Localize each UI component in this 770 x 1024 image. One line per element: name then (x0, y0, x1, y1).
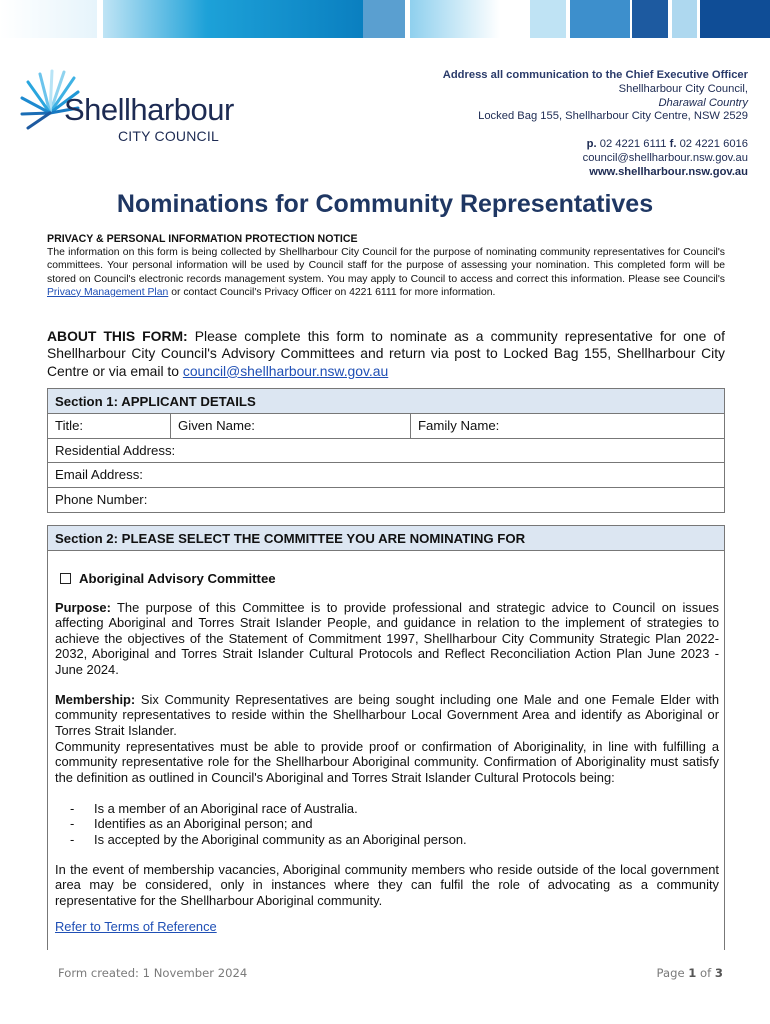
email-address-field[interactable] (48, 463, 724, 488)
address-line-3: Locked Bag 155, Shellharbour City Centre, NSW 2529 (478, 110, 748, 123)
header-banner (0, 0, 770, 38)
terms-of-reference-link[interactable]: Refer to Terms of Reference (55, 919, 217, 934)
about-text: Please complete this form to nominate as a community representative for one of Shellharbour City Council's Advisory Committees and return via post to Locked Bag 155, Shellharbour City Centre or via email to (47, 328, 725, 379)
membership-paragraph: Membership: Six Community Representatives are being sought including one Male and one Female Elder with community representatives to reside within the Shellharbour Local Government Area and identify as Aboriginal or Torres Strait Islander. (55, 692, 719, 738)
form-created-date: Form created: 1 November 2024 (58, 966, 248, 980)
email-address-label: Email Address: (55, 467, 143, 483)
title-field[interactable] (48, 414, 171, 438)
logo-wordmark: Shellharbour (64, 92, 234, 127)
vacancy-paragraph: In the event of membership vacancies, Aboriginal community members who reside outside of the local government area may be considered, only in instances where they can fulfil the role of advocating as a community representative for the Shellharbour Aboriginal community. (55, 862, 719, 908)
logo-subtitle: CITY COUNCIL (118, 128, 219, 144)
about-label: ABOUT THIS FORM: (47, 328, 188, 344)
committee-selection-table (47, 525, 725, 950)
contact-email[interactable]: council@shellharbour.nsw.gov.au (582, 151, 748, 164)
purpose-paragraph: Purpose: The purpose of this Committee is to provide professional and strategic advice to Council on issues affecting Aboriginal and Torres Strait Islander People, and guidance in relation to the implement of strategies to achieve the objectives of the Statement of Commitment 1997, Shellharbour City Community Strategic Plan 2022-2032, Aboriginal and Torres Strait Islander Cultural Protocols and Reflect Reconciliation Action Plan June 2023 - June 2024. (55, 600, 719, 677)
given-name-label: Given Name: (178, 418, 255, 433)
name-row (48, 414, 724, 439)
aboriginal-committee-checkbox[interactable] (60, 571, 276, 586)
council-address (443, 69, 748, 180)
residential-address-label: Residential Address: (55, 442, 176, 458)
list-item: - Is a member of an Aboriginal race of Australia. (70, 801, 358, 816)
council-email-link[interactable]: council@shellharbour.nsw.gov.au (182, 362, 389, 379)
address-line-2: Dharawal Country (658, 96, 748, 109)
list-item: - Identifies as an Aboriginal person; and (70, 816, 313, 832)
privacy-plan-link[interactable]: Privacy Management Plan (47, 286, 169, 298)
phone-number-field[interactable] (48, 488, 724, 513)
list-item: - Is accepted by the Aboriginal community as an Aboriginal person. (70, 831, 467, 847)
address-heading: Address all communication to the Chief Executive Officer (442, 69, 748, 81)
proof-paragraph: Community representatives must be able to provide proof or confirmation of Aboriginality, in line with fulfilling a community representative role for the Shellharbour Aboriginal community. Confirmation of Aboriginality must satisfy the definition as outlined in Council's Aboriginal and Torres Strait Islander Cultural Protocols being: (55, 739, 719, 785)
council-logo (20, 68, 234, 148)
privacy-heading: PRIVACY & PERSONAL INFORMATION PROTECTION NOTICE (47, 233, 358, 245)
privacy-text: The information on this form is being collected by Shellharbour City Council for the purpose of nominating community representatives for Council's committees. Your personal information will be used by Council staff for the purpose of assessing your nomination. This completed form will be stored on Council's electronic records management system. You may apply to Council to access and correct this information. Please see Council's Privacy Management Plan or contact Council's Privacy Officer on 4221 6111 for more information. (47, 247, 725, 298)
contact-website[interactable]: www.shellharbour.nsw.gov.au (589, 165, 748, 178)
section-2-heading: Section 2: PLEASE SELECT THE COMMITTEE YOU ARE NOMINATING FOR (48, 526, 724, 551)
page-number: Page 1 of 3 (656, 966, 723, 980)
phone-number-label: Phone Number: (55, 491, 148, 507)
contact-phone-fax: p. 02 4221 6111 f. 02 4221 6016 (586, 138, 748, 151)
terms-link-row (55, 919, 719, 934)
page-title: Nominations for Community Representatives (116, 190, 654, 218)
address-line-1: Shellharbour City Council, (618, 82, 748, 95)
about-form (47, 328, 725, 380)
family-name-label: Family Name: (418, 418, 500, 433)
title-label: Title: (55, 418, 84, 433)
applicant-details-table (47, 388, 725, 513)
committee-label: Aboriginal Advisory Committee (79, 571, 276, 586)
given-name-field[interactable] (171, 414, 411, 438)
privacy-notice (47, 233, 725, 299)
family-name-field[interactable] (411, 414, 724, 438)
checkbox-icon[interactable] (60, 573, 71, 584)
residential-address-field[interactable] (48, 439, 724, 464)
section-1-heading: Section 1: APPLICANT DETAILS (48, 389, 724, 414)
